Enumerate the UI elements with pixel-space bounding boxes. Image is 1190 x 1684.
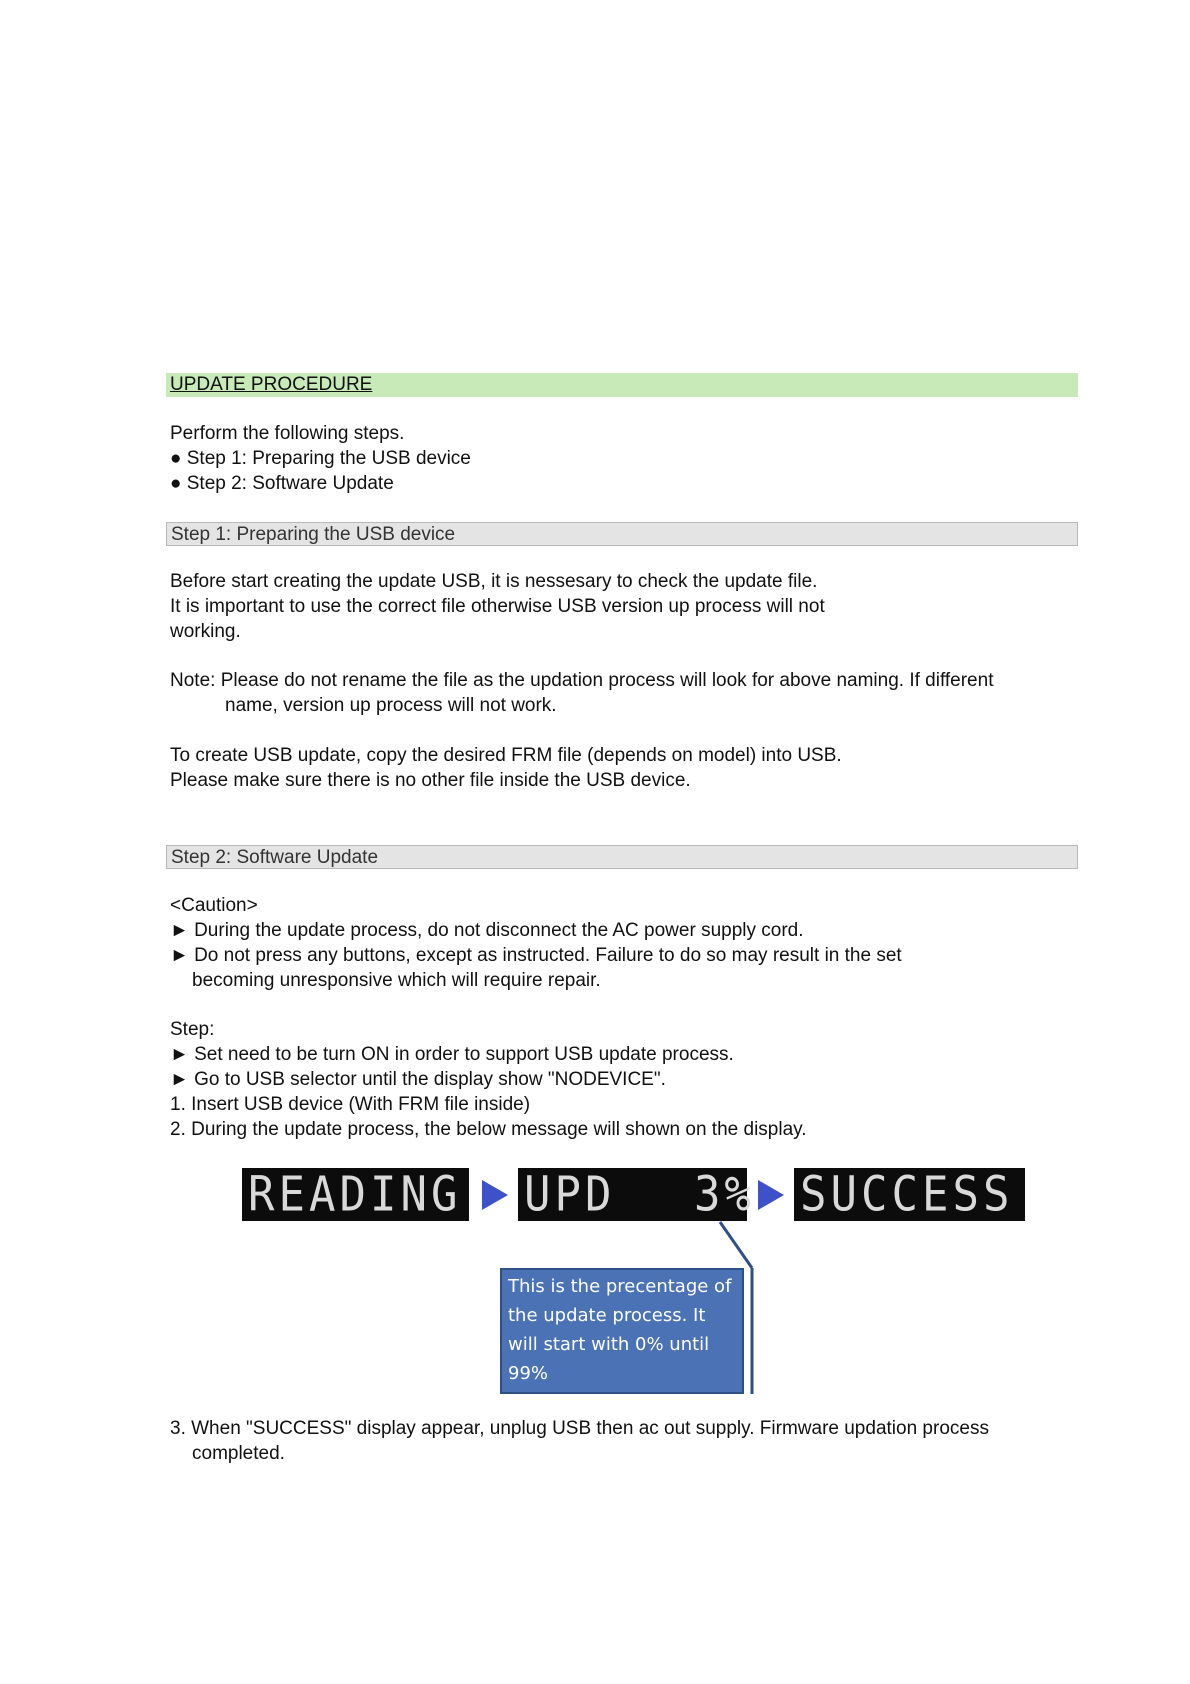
display-success-text: SUCCESS — [800, 1166, 1014, 1223]
steps-heading: Step: — [170, 1019, 215, 1040]
callout-line: This is the precentage of — [508, 1276, 732, 1297]
percentage-callout — [500, 1268, 744, 1394]
intro-step2-bullet: ● Step 2: Software Update — [170, 473, 394, 494]
step1-copy-instruction: Please make sure there is no other file inside the USB device. — [170, 770, 691, 791]
caution-item-continuation: becoming unresponsive which will require repair. — [192, 970, 601, 991]
callout-line: the update process. It — [508, 1305, 706, 1326]
callout-pointer-line — [720, 1222, 752, 1268]
intro-step1-bullet: ● Step 1: Preparing the USB device — [170, 448, 471, 469]
update-procedure-title: UPDATE PROCEDURE — [170, 374, 373, 395]
step1-paragraph-line: It is important to use the correct file otherwise USB version up process will not — [170, 596, 825, 617]
display-reading-text: READING — [248, 1166, 462, 1223]
step1-note-line: Note: Please do not rename the file as the updation process will look for above naming. If different — [170, 670, 994, 691]
steps-item: 2. During the update process, the below message will shown on the display. — [170, 1119, 807, 1140]
step1-note-line: name, version up process will not work. — [225, 695, 557, 716]
step1-copy-instruction: To create USB update, copy the desired FRM file (depends on model) into USB. — [170, 745, 842, 766]
callout-line: 99% — [508, 1363, 549, 1384]
caution-item: ► Do not press any buttons, except as instructed. Failure to do so may result in the set — [170, 945, 902, 966]
intro-text: Perform the following steps. — [170, 423, 405, 444]
caution-heading: <Caution> — [170, 895, 258, 916]
final-step-continuation: completed. — [192, 1443, 285, 1464]
display-upd-label: UPD — [524, 1166, 616, 1223]
step1-paragraph-line: Before start creating the update USB, it is nessesary to check the update file. — [170, 571, 818, 592]
step2-title: Step 2: Software Update — [171, 847, 379, 868]
caution-item: ► During the update process, do not disconnect the AC power supply cord. — [170, 920, 804, 941]
display-upd-percent: 3% — [694, 1166, 755, 1223]
steps-item: 1. Insert USB device (With FRM file inside) — [170, 1094, 531, 1115]
step1-paragraph-line: working. — [170, 621, 241, 642]
steps-item: ► Set need to be turn ON in order to support USB update process. — [170, 1044, 734, 1065]
final-step: 3. When "SUCCESS" display appear, unplug USB then ac out supply. Firmware updation process — [170, 1418, 989, 1439]
callout-line: will start with 0% until — [508, 1334, 710, 1355]
step1-title: Step 1: Preparing the USB device — [171, 524, 456, 545]
steps-item: ► Go to USB selector until the display show "NODEVICE". — [170, 1069, 666, 1090]
